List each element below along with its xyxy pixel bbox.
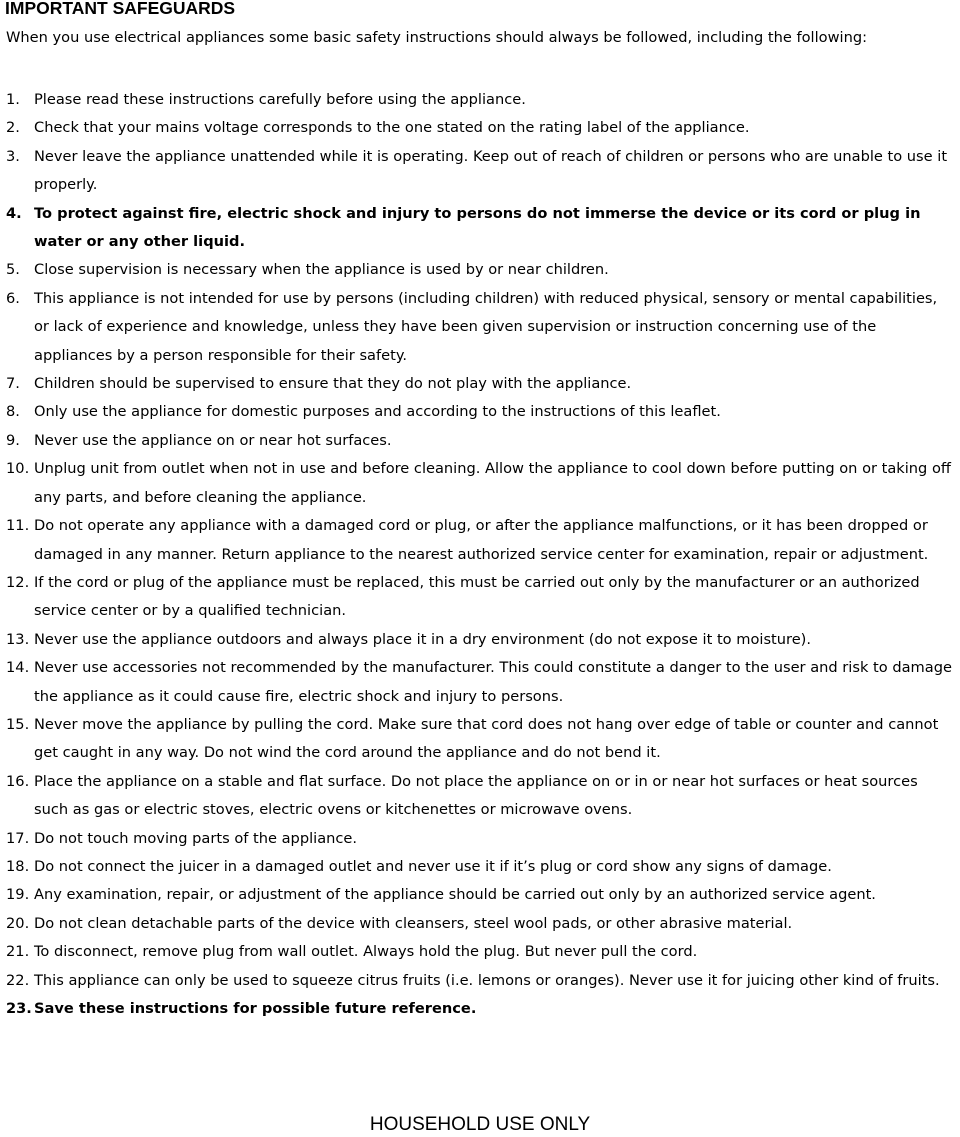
item-text: Never use the appliance outdoors and always place it in a dry environment (do not expose it to moisture).: [34, 630, 812, 648]
item-number: 23.: [6, 1000, 32, 1017]
intro-text: When you use electrical appliances some basic safety instructions should always be followed, including the following:: [6, 29, 868, 46]
item-text: Only use the appliance for domestic purposes and according to the instructions of this leaflet.: [34, 403, 721, 421]
item-text: If the cord or plug of the appliance must be replaced, this must be carried out only by the manufacturer or an authorized service center or by a qualified technician.: [34, 573, 920, 620]
item-number: 3.: [6, 147, 20, 165]
list-item: [6, 910, 956, 938]
item-text: Save these instructions for possible future reference.: [34, 1000, 477, 1017]
list-item: [6, 455, 956, 512]
item-text: This appliance is not intended for use by persons (including children) with reduced physical, sensory or mental capabilities, or lack of experience and knowledge, unless they have been given supervision or instruction concerning use of the appliances by a person responsible for their safety.: [34, 289, 938, 364]
list-item: [6, 86, 956, 114]
item-number: 2.: [6, 119, 20, 137]
item-number: 20.: [6, 914, 30, 932]
list-item: [6, 285, 956, 370]
item-text: Any examination, repair, or adjustment of the appliance should be carried out only by an authorized service agent.: [34, 886, 876, 904]
item-text: Close supervision is necessary when the appliance is used by or near children.: [34, 261, 609, 279]
item-text: Check that your mains voltage corresponds to the one stated on the rating label of the appliance.: [34, 119, 750, 137]
item-number: 7.: [6, 375, 20, 393]
list-item: [6, 853, 956, 881]
list-item: [6, 938, 956, 966]
item-number: 16.: [6, 772, 30, 790]
item-number: 6.: [6, 289, 20, 307]
item-text: Do not connect the juicer in a damaged outlet and never use it if it’s plug or cord show any signs of damage.: [34, 857, 832, 875]
item-number: 14.: [6, 659, 30, 677]
list-item: [6, 825, 956, 853]
list-item: [6, 200, 956, 257]
item-number: 18.: [6, 857, 30, 875]
list-item: [6, 370, 956, 398]
list-item: [6, 967, 956, 995]
list-item: [6, 768, 956, 825]
list-item: [6, 711, 956, 768]
item-text: Never use the appliance on or near hot surfaces.: [34, 431, 392, 449]
item-text: To disconnect, remove plug from wall outlet. Always hold the plug. But never pull the cord.: [34, 943, 698, 961]
item-number: 10.: [6, 460, 30, 478]
item-text: Never move the appliance by pulling the cord. Make sure that cord does not hang over edge of table or counter and cannot get caught in any way. Do not wind the cord around the appliance and do not bend it.: [34, 715, 939, 762]
list-item: [6, 398, 956, 426]
item-number: 15.: [6, 715, 30, 733]
list-item: [6, 114, 956, 142]
list-item: [6, 995, 956, 1023]
safeguards-list: [6, 86, 956, 1023]
item-text: Place the appliance on a stable and flat surface. Do not place the appliance on or in or near hot surfaces or heat sources such as gas or electric stoves, electric ovens or kitchenettes or microwave ovens.: [34, 772, 918, 819]
item-text: Never use accessories not recommended by the manufacturer. This could constitute a danger to the user and risk to damage the appliance as it could cause fire, electric shock and injury to persons.: [34, 659, 952, 705]
item-text: Do not operate any appliance with a damaged cord or plug, or after the appliance malfunctions, or it has been dropped or damaged in any manner. Return appliance to the nearest authorized service center for examination, repair or adjustment.: [34, 517, 929, 563]
item-number: 1.: [6, 91, 20, 108]
list-item: [6, 427, 956, 455]
item-text: Unplug unit from outlet when not in use and before cleaning. Allow the appliance to cool down before putting on or taking off any parts, and before cleaning the appliance.: [34, 460, 951, 506]
item-text: Do not clean detachable parts of the device with cleansers, steel wool pads, or other abrasive material.: [34, 914, 793, 932]
document-title: IMPORTANT SAFEGUARDS: [5, 0, 236, 18]
item-number: 4.: [6, 204, 22, 222]
item-number: 8.: [6, 403, 20, 421]
item-number: 5.: [6, 261, 20, 279]
item-number: 9.: [6, 431, 20, 449]
item-text: To protect against fire, electric shock and injury to persons do not immerse the device or its cord or plug in water or any other liquid.: [34, 204, 921, 251]
list-item: [6, 654, 956, 711]
list-item: [6, 569, 956, 626]
item-number: 12.: [6, 573, 30, 591]
item-number: 21.: [6, 943, 30, 961]
item-text: Do not touch moving parts of the appliance.: [34, 829, 358, 847]
item-text: Children should be supervised to ensure that they do not play with the appliance.: [34, 375, 632, 393]
list-item: [6, 626, 956, 654]
list-item: [6, 512, 956, 569]
list-item: [6, 881, 956, 909]
household-use-notice: HOUSEHOLD USE ONLY: [369, 1114, 591, 1135]
item-number: 13.: [6, 630, 30, 648]
list-item: [6, 143, 956, 200]
item-number: 17.: [6, 829, 30, 847]
item-text: Please read these instructions carefully before using the appliance.: [34, 91, 526, 108]
item-text: This appliance can only be used to squeeze citrus fruits (i.e. lemons or oranges). Never use it for juicing other kind of fruits.: [34, 971, 940, 989]
item-number: 11.: [6, 517, 30, 535]
item-number: 19.: [6, 886, 30, 904]
item-text: Never leave the appliance unattended while it is operating. Keep out of reach of children or persons who are unable to use it properly.: [34, 147, 948, 194]
list-item: [6, 256, 956, 284]
item-number: 22.: [6, 971, 30, 989]
